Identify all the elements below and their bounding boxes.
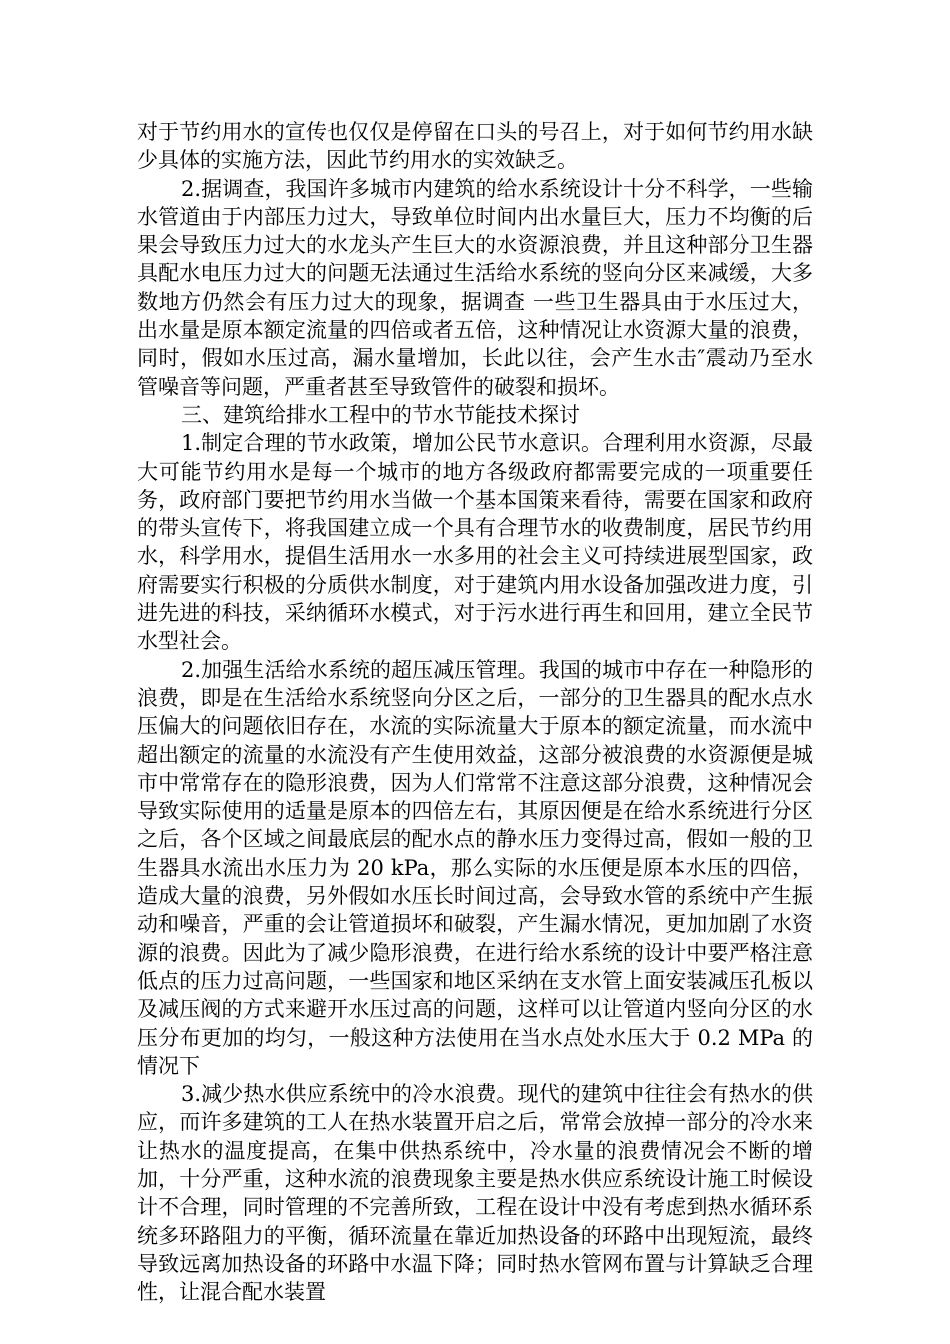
- document-page: [137, 118, 813, 1306]
- paragraph-item-1-policy: 1.制定合理的节水政策，增加公民节水意识。合理利用水资源，尽最大可能节约用水是每一个城市的地方各级政府都需要完成的一项重要任务，政府部门要把节约用水当做一个基本国策来看待，需要在国家和政府的带头宣传下，将我国建立成一个具有合理节水的收费制度，居民节约用水，科学用水，提倡生活用水一水多用的社会主义可持续进展型国家，政府需要实行积极的分质供水制度，对于建筑内用水设备加强改进力度，引进先进的科技，采纳循环水模式，对于污水进行再生和回用，建立全民节水型社会。: [137, 431, 813, 654]
- paragraph-item-3-hot-water: 3.减少热水供应系统中的冷水浪费。现代的建筑中往往会有热水的供应，而许多建筑的工人在热水装置开启之后，常常会放掉一部分的冷水来让热水的温度提高，在集中供热系统中，冷水量的浪费情况会不断的增加，十分严重，这种水流的浪费现象主要是热水供应系统设计施工时候设计不合理，同时管理的不完善所致，工程在设计中没有考虑到热水循环系统多环路阻力的平衡，循环流量在靠近加热设备的环路中出现短流，最终导致远离加热设备的环路中水温下降；同时热水管网布置与计算缺乏合理性，让混合配水装置: [137, 1082, 813, 1305]
- paragraph-item-2-pressure: 2.加强生活给水系统的超压减压管理。我国的城市中存在一种隐形的浪费，即是在生活给水系统竖向分区之后，一部分的卫生器具的配水点水压偏大的问题依旧存在，水流的实际流量大于原本的额定流量，而水流中超出额定的流量的水流没有产生使用效益，这部分被浪费的水资源便是城市中常常存在的隐形浪费，因为人们常常不注意这部分浪费，这种情况会导致实际使用的适量是原本的四倍左右，其原因便是在给水系统进行分区之后，各个区域之间最底层的配水点的静水压力变得过高，假如一般的卫生器具水流出水压力为 20 kPa，那么实际的水压便是原本水压的四倍，造成大量的浪费，另外假如水压长时间过高，会导致水管的系统中产生振动和噪音，严重的会让管道损坏和破裂，产生漏水情况，更加加剧了水资源的浪费。因此为了减少隐形浪费，在进行给水系统的设计中要严格注意低点的压力过高问题，一些国家和地区采纳在支水管上面安装减压孔板以及减压阀的方式来避开水压过高的问题，这样可以让管道内竖向分区的水压分布更加的均匀，一般这种方法使用在当水点处水压大于 0.2 MPa 的情况下: [137, 657, 813, 1078]
- paragraph-item-2-survey: 2.据调查，我国许多城市内建筑的给水系统设计十分不科学，一些输水管道由于内部压力过大，导致单位时间内出水量巨大，压力不均衡的后果会导致压力过大的水龙头产生巨大的水资源浪费，并且这种部分卫生器具配水电压力过大的问题无法通过生活给水系统的竖向分区来减缓，大多数地方仍然会有压力过大的现象，据调查 一些卫生器具由于水压过大，出水量是原本额定流量的四倍或者五倍，这种情况让水资源大量的浪费，同时，假如水压过高，漏水量增加，长此以往，会产生水击″震动乃至水管噪音等问题，严重者甚至导致管件的破裂和损坏。: [137, 176, 813, 399]
- section-heading-3: 三、建筑给排水工程中的节水节能技术探讨: [181, 402, 580, 427]
- paragraph-intro-continuation: 对于节约用水的宣传也仅仅是停留在口头的号召上，对于如何节约用水缺少具体的实施方法，因此节约用水的实效缺乏。: [137, 120, 813, 173]
